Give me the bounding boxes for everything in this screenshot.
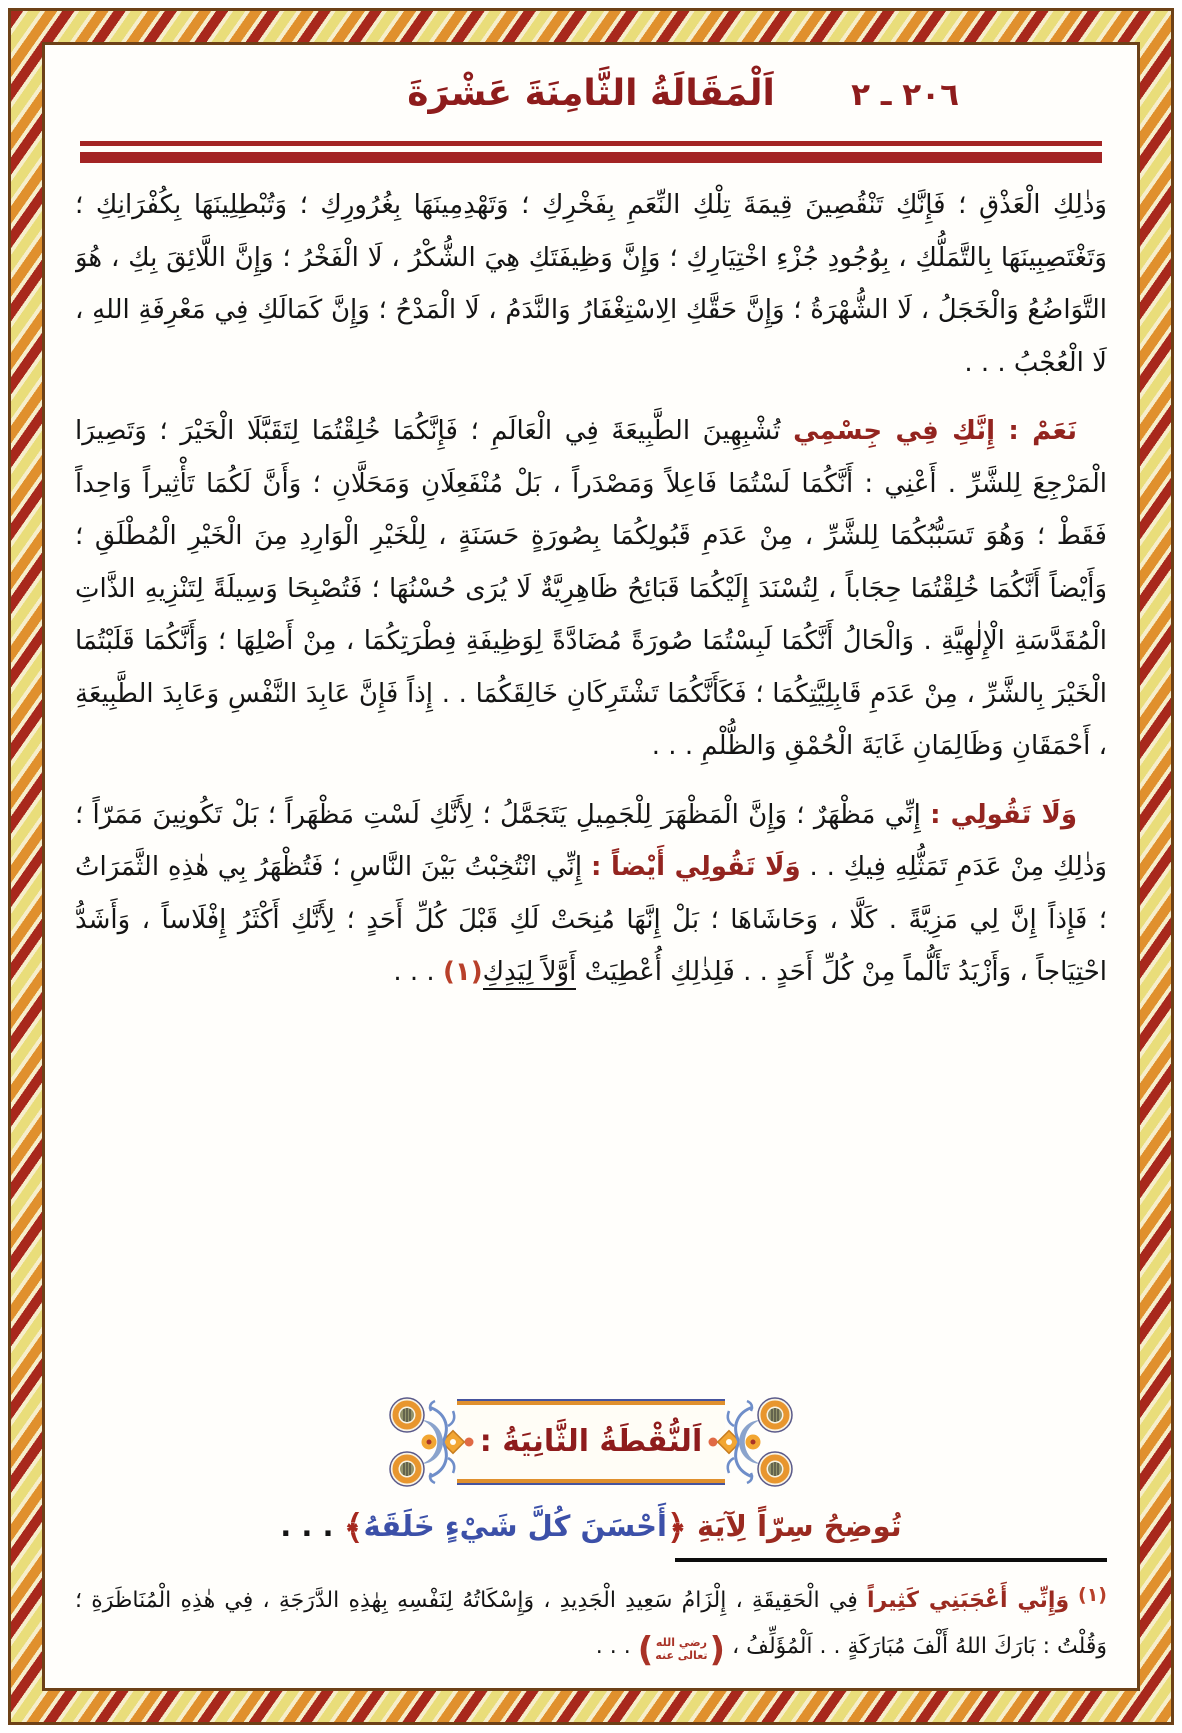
cartouche-end-ornament-icon: [707, 1393, 795, 1491]
paragraph-3-tail: . . .: [393, 957, 443, 988]
verse-open-bracket: ﴿: [666, 1507, 687, 1548]
verse-line: [75, 1507, 1107, 1548]
paragraph-1-text: وَذٰلِكِ الْعَذْقِ ؛ فَإِنَّكِ تَنْقُصِينَ قِيمَةَ تِلْكِ النِّعَمِ بِفَخْرِكِ ؛ وَتَهْدِمِينَهَا بِغُرُورِكِ ؛ وَتُبْطِلِينَهَا بِكُفْرَانِكِ ؛ وَتَغْتَصِبِينَهَا بِالتَّمَلُّكِ ، بِوُجُودِ جُزْءِ اخْتِيَارِكِ ؛ وَإِنَّ وَظِيفَتَكِ هِيَ الشُّكْرُ ، لَا الْفَخْرُ ؛ وَإِنَّ اللَّائِقَ بِكِ ، هُوَ التَّوَاضُعُ وَالْخَجَلُ ، لَا الشُّهْرَةُ ؛ وَإِنَّ حَقَّكِ الِاسْتِغْفَارُ وَالنَّدَمُ ، لَا الْمَدْحُ ؛ وَإِنَّ كَمَالَكِ فِي مَعْرِفَةِ اللهِ ، لَا الْعُجْبُ . . .: [75, 190, 1107, 378]
page-title: اَلْمَقَالَةُ الثَّامِنَةَ عَشْرَةَ: [407, 73, 775, 114]
paragraph-2-red-lead: نَعَمْ : إِنَّكِ فِي جِسْمِي: [793, 416, 1078, 447]
verse-close-bracket: ﴾: [343, 1507, 364, 1548]
seal-open-paren: (: [709, 1629, 726, 1670]
paragraph-3-red-lead-2: وَلَا تَقُولِي أَيْضاً :: [590, 852, 801, 883]
body-text: [75, 179, 1107, 1383]
author-seal: [637, 1629, 726, 1670]
seal-text-line-2: تعالى عنه: [655, 1648, 708, 1662]
footnote-number-marker: (١): [1069, 1583, 1107, 1606]
paragraph-3-text-1: إِنِّي مَظْهَرٌ ؛ وَإِنَّ الْمَظْهَرَ لِلْجَمِيلِ يَتَجَمَّلُ ؛ لِأَنَّكِ لَسْتِ مَظْهَراً ؛ بَلْ تَكُونِينَ مَمَرّاً ؛ وَذٰلِكِ مِنْ عَدَمِ تَمَثُّلِهِ فِيكِ . .: [75, 799, 1107, 883]
paragraph-3-text-2: إِنِّي انْتُخِبْتُ بَيْنَ النَّاسِ ؛ فَتُظْهَرُ بِي هٰذِهِ الثَّمَرَاتُ ؛ فَإِذاً إِنَّ لِي مَزِيَّةً . كَلَّا ، وَحَاشَاهَا ؛ بَلْ إِنَّهَا مُنِحَتْ لَكِ قَبْلَ كُلِّ أَحَدٍ ؛ لِأَنَّكِ أَكْثَرُ إِفْلَاساً ، وَأَشَدُّ احْتِيَاجاً ، وَأَزْيَدُ تَأَلُّماً مِنْ كُلِّ أَحَدٍ . . فَلِذٰلِكِ أُعْطِيَتْ: [75, 852, 1107, 988]
header-divider-thick-line: [80, 152, 1102, 163]
seal-text-line-1: رضي الله: [655, 1636, 707, 1650]
seal-calligraphy-icon: [653, 1637, 709, 1662]
footnote-tail-dots: . . .: [595, 1633, 638, 1659]
footnote-body-text: فِي الْحَقِيقَةِ ، إِلْزَامُ سَعِيدِ الْجَدِيدِ ، وَإِسْكَاتُهُ لِنَفْسِهِ بِهٰذِهِ الدَّرَجَةِ ، فِي هٰذِهِ الْمُنَاظَرَةِ ؛ وَقُلْتُ : بَارَكَ اللهُ أَلْفَ مُبَارَكَةٍ . . اَلْمُؤَلِّفُ ،: [75, 1587, 1107, 1659]
underlined-phrase: أَوَّلاً لِيَدِكِ: [483, 957, 577, 990]
verse-tail-dots: . . .: [280, 1508, 344, 1543]
paragraph-3: [75, 789, 1107, 999]
seal-close-paren: ): [637, 1629, 654, 1670]
verse-intro: تُوضِحُ سِرّاً لِآيَةِ: [686, 1508, 902, 1543]
cartouche-panel: [457, 1399, 725, 1485]
section-heading: اَلنُّقْطَةُ الثَّانِيَةُ :: [479, 1424, 703, 1460]
paragraph-3-red-lead-1: وَلَا تَقُولِي :: [930, 799, 1077, 830]
header-divider-thin-line: [80, 141, 1102, 146]
footnote-red-lead: وَإِنِّي أَعْجَبَنِي كَثِيراً: [866, 1587, 1070, 1613]
page-content-area: [42, 42, 1140, 1691]
section-ornament-cartouche: [387, 1393, 795, 1491]
header-divider: [80, 141, 1102, 163]
footnote-reference-marker: (١): [442, 957, 483, 988]
paragraph-2: [75, 405, 1107, 773]
cartouche-end-ornament-icon: [387, 1393, 475, 1491]
paragraph-2-text: تُشْبِهِينَ الطَّبِيعَةَ فِي الْعَالَمِ ؛ فَإِنَّكُمَا خُلِقْتُمَا لِتَقَبَّلَا الْخَيْرَ ؛ وَتَصِيرَا الْمَرْجِعَ لِلشَّرِّ . أَعْنِي : أَنَّكُمَا لَسْتُمَا فَاعِلاً وَمَصْدَراً ، بَلْ مُنْفَعِلَانِ وَمَحَلَّانِ ؛ وَأَنَّ لَكُمَا تَأْثِيراً وَاحِداً فَقَطْ ؛ وَهُوَ تَسَبُّبُكُمَا لِلشَّرِّ ، مِنْ عَدَمِ قَبُولِكُمَا بِصُورَةٍ حَسَنَةٍ ، لِلْخَيْرِ الْوَارِدِ مِنَ الْخَيْرِ الْمُطْلَقِ ؛ وَأَيْضاً أَنَّكُمَا خُلِقْتُمَا حِجَاباً ، لِتُسْنَدَ إِلَيْكُمَا قَبَائِحُ ظَاهِرِيَّةٌ لَا يُرَى حُسْنُهَا ؛ فَتُصْبِحَا وَسِيلَةً لِتَنْزِيهِ الذَّاتِ الْمُقَدَّسَةِ الْإِلٰهِيَّةِ . وَالْحَالُ أَنَّكُمَا لَبِسْتُمَا صُورَةً مُضَادَّةً لِوَظِيفَةِ فِطْرَتِكُمَا ، مِنْ أَصْلِهَا ؛ وَأَنَّكُمَا قَلَبْتُمَا الْخَيْرَ بِالشَّرِّ ، مِنْ عَدَمِ قَابِلِيَّتِكُمَا ؛ فَكَأَنَّكُمَا تَشْتَرِكَانِ خَالِقَكُمَا . . إِذاً فَإِنَّ عَابِدَ النَّفْسِ وَعَابِدَ الطَّبِيعَةِ ، أَحْمَقَانِ وَظَالِمَانِ غَايَةَ الْحُمْقِ وَالظُّلْمِ . . .: [75, 416, 1107, 762]
page-number: ٢٠٦ ـ ٢: [851, 77, 959, 113]
footnote-separator-line: [675, 1558, 1107, 1562]
footnote-section: [75, 1558, 1107, 1670]
quran-verse-text: أَحْسَنَ كُلَّ شَيْءٍ خَلَقَهُ: [363, 1508, 667, 1543]
page-header: [75, 59, 1107, 135]
footnote-text: [75, 1576, 1107, 1670]
paragraph-1: [75, 179, 1107, 389]
